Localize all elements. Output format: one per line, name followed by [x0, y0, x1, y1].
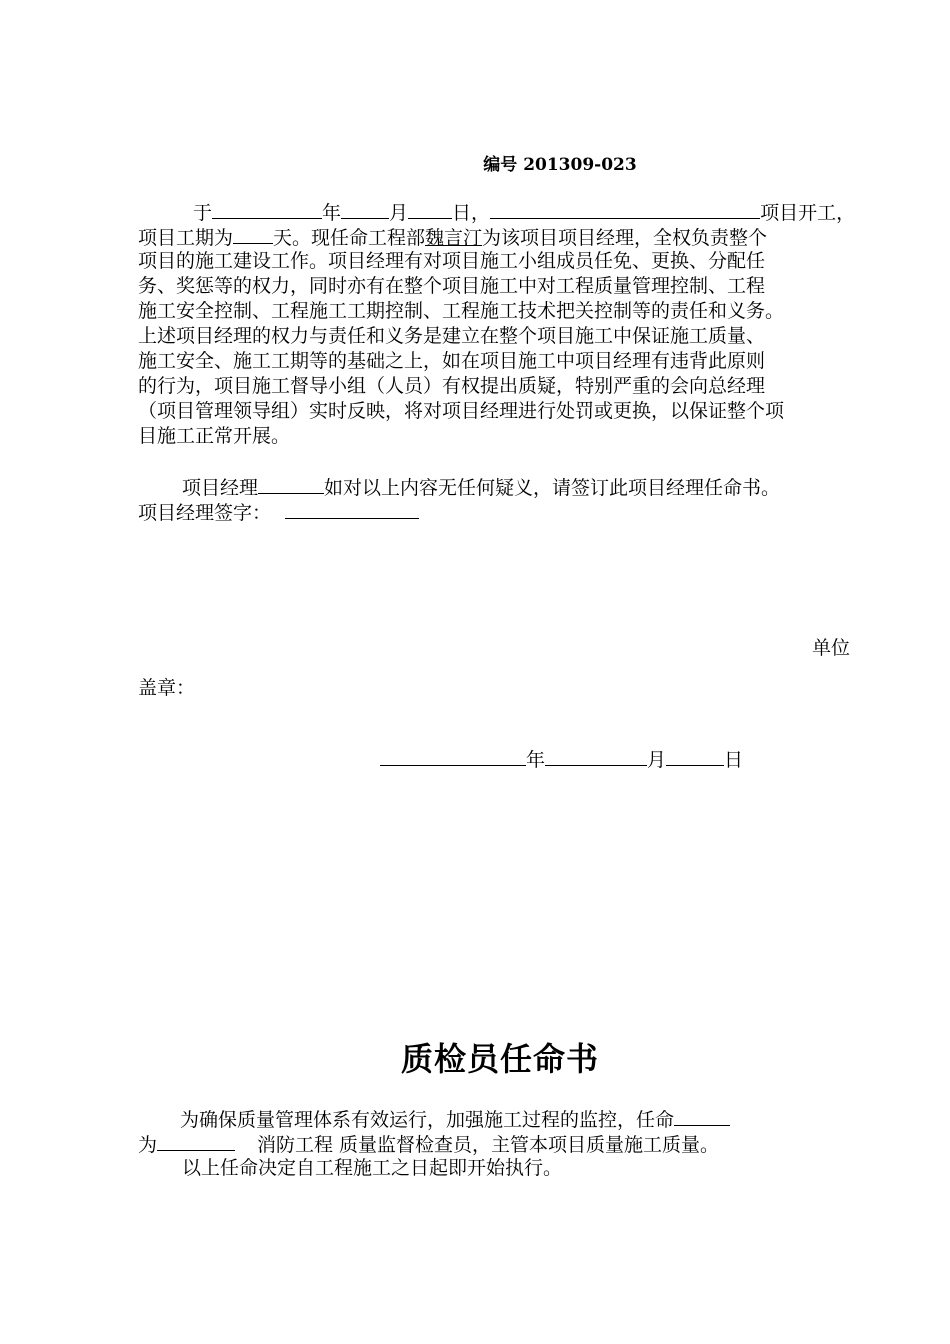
blank-year	[212, 199, 322, 219]
stamp-label: 盖章：	[138, 677, 196, 699]
text-date-day: 日	[724, 749, 744, 771]
text-confirm-post: 如对以上内容无任何疑义，请签订此项目经理任命书。	[324, 477, 781, 499]
paragraph-line-4: 务、奖惩等的权力，同时亦有在整个项目施工中对工程质量管理控制、工程	[138, 275, 766, 297]
blank-manager-name	[258, 474, 324, 494]
text-date-year: 年	[526, 749, 546, 771]
text-date-month: 月	[647, 749, 667, 771]
inspector-text-1: 为确保质量管理体系有效运行，加强施工过程的监控，任命	[180, 1109, 675, 1131]
blank-day	[408, 199, 452, 219]
unit-label: 单位	[812, 637, 851, 659]
inspector-line-3: 以上任命决定自工程施工之日起即开始执行。	[182, 1157, 563, 1179]
inspector-letter-title: 质检员任命书	[400, 1040, 599, 1078]
paragraph-line-10: 目施工正常开展。	[138, 425, 291, 447]
paragraph-line-8: 的行为，项目施工督导小组（人员）有权提出质疑，特别严重的会向总经理	[138, 375, 766, 397]
date-line	[380, 746, 743, 773]
paragraph-line-5: 施工安全控制、工程施工工期控制、工程施工技术把关控制等的责任和义务。	[138, 300, 785, 322]
text-day: 日，	[452, 202, 491, 224]
inspector-text-2-pre: 为	[138, 1134, 158, 1156]
blank-days	[233, 224, 273, 244]
paragraph-line-9: （项目管理领导组）实时反映，将对项目经理进行处罚或更换，以保证整个项	[138, 400, 785, 422]
paragraph-line-1	[193, 199, 855, 226]
confirmation-line	[182, 474, 780, 501]
blank-inspector-name	[674, 1106, 730, 1126]
text-project-start: 项目开工，	[760, 202, 856, 224]
signature-blank	[285, 499, 419, 519]
text-days: 天。现任命工程部	[273, 227, 426, 249]
text-yu: 于	[193, 202, 213, 224]
blank-date-month	[545, 746, 647, 766]
blank-month	[341, 199, 389, 219]
text-period-post: 为该项目项目经理，全权负责整个	[482, 227, 768, 249]
paragraph-line-7: 施工安全、施工工期等的基础之上，如在项目施工中项目经理有违背此原则	[138, 350, 766, 372]
paragraph-line-3: 项目的施工建设工作。项目经理有对项目施工小组成员任免、更换、分配任	[138, 250, 766, 272]
inspector-text-2-post: 消防工程 质量监督检查员，主管本项目质量施工质量。	[257, 1134, 720, 1156]
blank-inspector-role	[157, 1131, 235, 1151]
paragraph-line-2	[138, 224, 767, 251]
inspector-line-1	[180, 1106, 730, 1133]
text-period-pre: 项目工期为	[138, 227, 234, 249]
blank-date-year	[380, 746, 526, 766]
document-number: 编号 201309-023	[483, 155, 637, 175]
inspector-line-2	[138, 1131, 719, 1158]
blank-project-name	[490, 199, 760, 219]
paragraph-line-6: 上述项目经理的权力与责任和义务是建立在整个项目施工中保证施工质量、	[138, 325, 766, 347]
manager-name: 魏言汀	[425, 227, 483, 249]
text-confirm-pre: 项目经理	[182, 477, 259, 499]
blank-date-day	[666, 746, 724, 766]
signature-line	[138, 499, 419, 526]
text-year: 年	[322, 202, 342, 224]
text-month: 月	[389, 202, 409, 224]
signature-label: 项目经理签字：	[138, 502, 272, 524]
